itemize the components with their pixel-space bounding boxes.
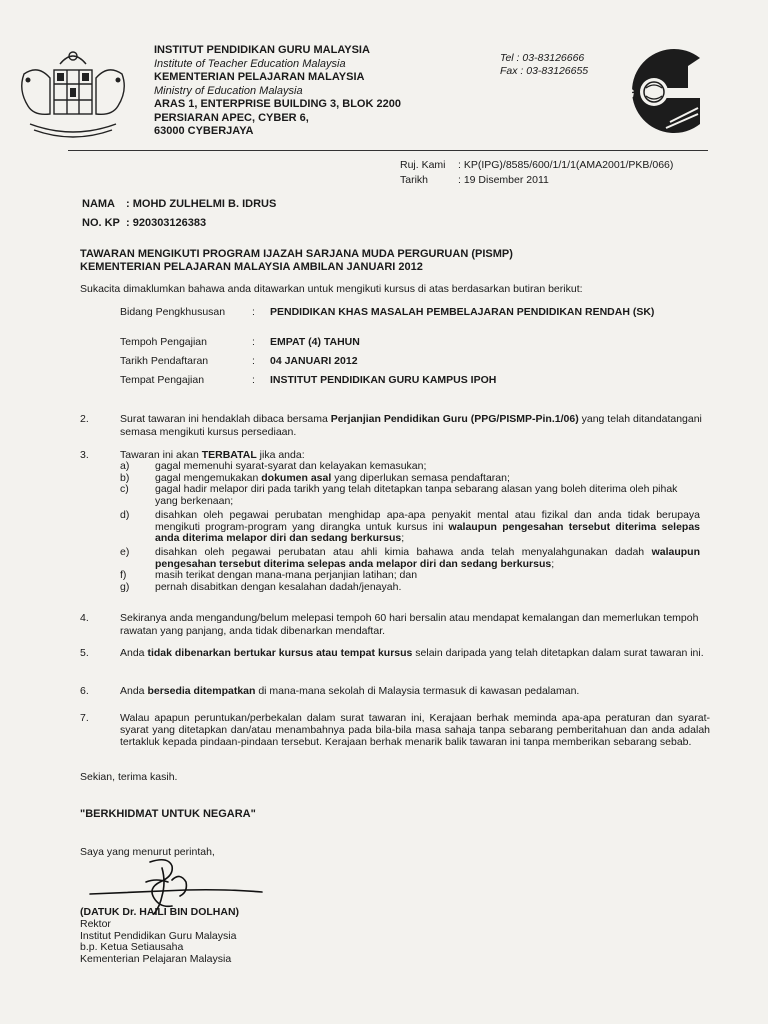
- motto: "BERKHIDMAT UNTUK NEGARA": [80, 808, 256, 820]
- item-text: gagal memenuhi syarat-syarat dan kelayakan kemasukan;: [155, 460, 427, 472]
- ministry-name: KEMENTERIAN PELAJARAN MALAYSIA: [154, 71, 365, 83]
- kp-label: NO. KP: [82, 217, 120, 229]
- text-bold: walaupun pengesahan tersebut diterima selepas anda diterima melapor diri dan sedang berkursus: [155, 520, 701, 545]
- contact-block: [500, 52, 588, 78]
- ipg-logo-text: IPG: [612, 86, 635, 101]
- paragraph-number: 7.: [80, 712, 89, 724]
- address-line-2: PERSIARAN APEC, CYBER 6,: [154, 111, 309, 124]
- item-letter: g): [120, 581, 130, 594]
- paragraph-number: 6.: [80, 685, 89, 697]
- item-text: [155, 547, 700, 570]
- text-bold: tidak dibenarkan bertukar kursus atau tempat kursus: [147, 647, 413, 659]
- item-letter: b): [120, 471, 130, 484]
- kp-value: : 920303126383: [126, 217, 207, 229]
- text-run: disahkan oleh pegawai perubatan menghidap apa-apa penyakit mental atau fizikal dan anda tidak berupaya mengikuti program-program yang dirangka untuk kursus ini: [155, 508, 700, 533]
- title-line-2: KEMENTERIAN PELAJARAN MALAYSIA AMBILAN JANUARI 2012: [80, 261, 423, 273]
- ruj-label: Ruj. Kami: [400, 159, 446, 171]
- item-letter: c): [120, 483, 129, 496]
- text-run: Anda: [120, 647, 148, 659]
- tarikh-value: : 19 Disember 2011: [458, 173, 549, 186]
- text-run: disahkan oleh pegawai perubatan atau ahli kimia bahawa anda telah menyalahgunakan dadah: [155, 545, 652, 558]
- detail-colon: :: [252, 306, 255, 318]
- fax-number: Fax : 03-83126655: [500, 65, 589, 77]
- item-text: masih terikat dengan mana-mana perjanjian latihan; dan: [155, 569, 418, 582]
- text-run: di mana-mana sekolah di Malaysia termasuk di kawasan pedalaman.: [255, 685, 580, 697]
- text-bold: TERBATAL: [201, 449, 257, 461]
- address-line-3: 63000 CYBERJAYA: [154, 125, 254, 137]
- paragraph-number: 3.: [80, 449, 89, 461]
- malaysia-coat-of-arms-icon: [14, 44, 132, 144]
- ruj-value: : KP(IPG)/8585/600/1/1/1(AMA2001/PKB/066): [458, 159, 674, 171]
- paragraph-text: [120, 647, 710, 660]
- institute-name-en: Institute of Teacher Education Malaysia: [154, 57, 346, 70]
- item-letter: e): [120, 545, 130, 558]
- cancellation-conditions: [120, 461, 700, 594]
- text-bold: walaupun pengesahan tersebut diterima selepas anda melapor diri dan sedang berkursus: [155, 545, 700, 570]
- detail-colon: :: [252, 336, 255, 348]
- signer-block: [80, 907, 239, 966]
- text-bold: Perjanjian Pendidikan Guru (PPG/PISMP-Pin.1/06): [330, 413, 579, 425]
- item-text: [155, 510, 700, 545]
- text-run: ;: [551, 557, 555, 570]
- text-run: selain daripada yang telah ditetapkan dalam surat tawaran ini.: [412, 647, 704, 659]
- signer-line: Kementerian Pelajaran Malaysia: [80, 953, 232, 966]
- reference-block: [398, 157, 675, 188]
- detail-label: Tempat Pengajian: [120, 374, 205, 386]
- title-line-1: TAWARAN MENGIKUTI PROGRAM IJAZAH SARJANA MUDA PERGURUAN (PISMP): [80, 248, 513, 260]
- signer-line: Rektor: [80, 917, 111, 930]
- paragraph-number: 2.: [80, 413, 89, 425]
- text-run: yang diperlukan semasa pendaftaran;: [331, 471, 510, 484]
- paragraph-text: [120, 413, 710, 438]
- text-bold: bersedia ditempatkan: [147, 685, 256, 697]
- text-bold: dokumen asal: [261, 471, 332, 484]
- paragraph-text: [120, 685, 710, 698]
- nama-label: NAMA: [82, 198, 115, 210]
- signer-line: Institut Pendidikan Guru Malaysia: [80, 929, 237, 942]
- closing-text: Sekian, terima kasih.: [80, 771, 178, 783]
- detail-value: PENDIDIKAN KHAS MASALAH PEMBELAJARAN PENDIDIKAN RENDAH (SK): [270, 306, 655, 318]
- paragraph-text: Walau apapun peruntukan/perbekalan dalam surat tawaran ini, Kerajaan berhak meminda apa-apa peraturan dan syarat-syarat yang ditetapkan dan/atau menambahnya pada bila-bila masa sahaja tanpa sebarang pemberitahuan dan anda adalah tertakluk kepada pindaan-pindaan tersebut. Kerajaan berhak menarik balik tawaran ini tanpa memberikan sebarang sebab.: [120, 712, 710, 748]
- list-item: [120, 510, 700, 545]
- list-item: [120, 547, 700, 570]
- text-run: jika anda:: [256, 449, 305, 461]
- text-run: Tawaran ini akan: [120, 449, 202, 461]
- letter-title: [80, 248, 513, 274]
- detail-value: EMPAT (4) TAHUN: [270, 336, 360, 348]
- salutation: Saya yang menurut perintah,: [80, 846, 215, 858]
- offer-details: [120, 306, 700, 393]
- item-letter: d): [120, 508, 130, 521]
- header-divider: [68, 150, 708, 151]
- detail-colon: :: [252, 374, 255, 386]
- tarikh-label: Tarikh: [400, 173, 429, 186]
- item-letter: a): [120, 460, 130, 472]
- ipg-logo-icon: [608, 48, 704, 134]
- text-run: ;: [401, 532, 405, 545]
- recipient-block: [80, 194, 278, 234]
- list-item: [120, 484, 700, 507]
- text-run: gagal mengemukakan: [155, 471, 262, 484]
- tel-number: Tel : 03-83126666: [500, 52, 585, 64]
- paragraph-text: Sekiranya anda mengandung/belum melepasi tempoh 60 hari bersalin atau mendapat kemalangan dan memerlukan tempoh rawatan yang panjang, anda tidak dibenarkan mendaftar.: [120, 612, 699, 637]
- detail-label: Tarikh Pendaftaran: [120, 355, 209, 367]
- signer-name: (DATUK Dr. HAILI BIN DOLHAN): [80, 906, 240, 918]
- intro-text: Sukacita dimaklumkan bahawa anda ditawarkan untuk mengikuti kursus di atas berdasarkan butiran berikut:: [80, 283, 583, 295]
- signer-line: b.p. Ketua Setiausaha: [80, 941, 184, 954]
- address-line-1: ARAS 1, ENTERPRISE BUILDING 3, BLOK 2200: [154, 98, 401, 110]
- text-run: yang telah ditandatangani semasa mengikuti kursus persediaan.: [120, 413, 702, 438]
- paragraph-number: 5.: [80, 647, 89, 659]
- detail-label: Tempoh Pengajian: [120, 336, 207, 348]
- detail-value: 04 JANUARI 2012: [270, 355, 358, 367]
- text-run: Anda: [120, 685, 148, 697]
- item-text: gagal hadir melapor diri pada tarikh yang telah ditetapkan tanpa sebarang alasan yang boleh diterima oleh pihak yang berkenaan;: [155, 483, 678, 508]
- detail-label: Bidang Pengkhususan: [120, 306, 226, 318]
- detail-colon: :: [252, 355, 255, 367]
- item-text: pernah disabitkan dengan kesalahan dadah/jenayah.: [155, 581, 402, 594]
- item-letter: f): [120, 569, 127, 582]
- detail-value: INSTITUT PENDIDIKAN GURU KAMPUS IPOH: [270, 374, 497, 386]
- list-item: [120, 582, 700, 594]
- paragraph-number: 4.: [80, 612, 89, 624]
- text-run: Surat tawaran ini hendaklah dibaca bersama: [120, 413, 331, 425]
- letterhead: [154, 44, 401, 139]
- nama-value: : MOHD ZULHELMI B. IDRUS: [126, 198, 277, 210]
- ministry-name-en: Ministry of Education Malaysia: [154, 84, 303, 97]
- institute-name: INSTITUT PENDIDIKAN GURU MALAYSIA: [154, 44, 370, 56]
